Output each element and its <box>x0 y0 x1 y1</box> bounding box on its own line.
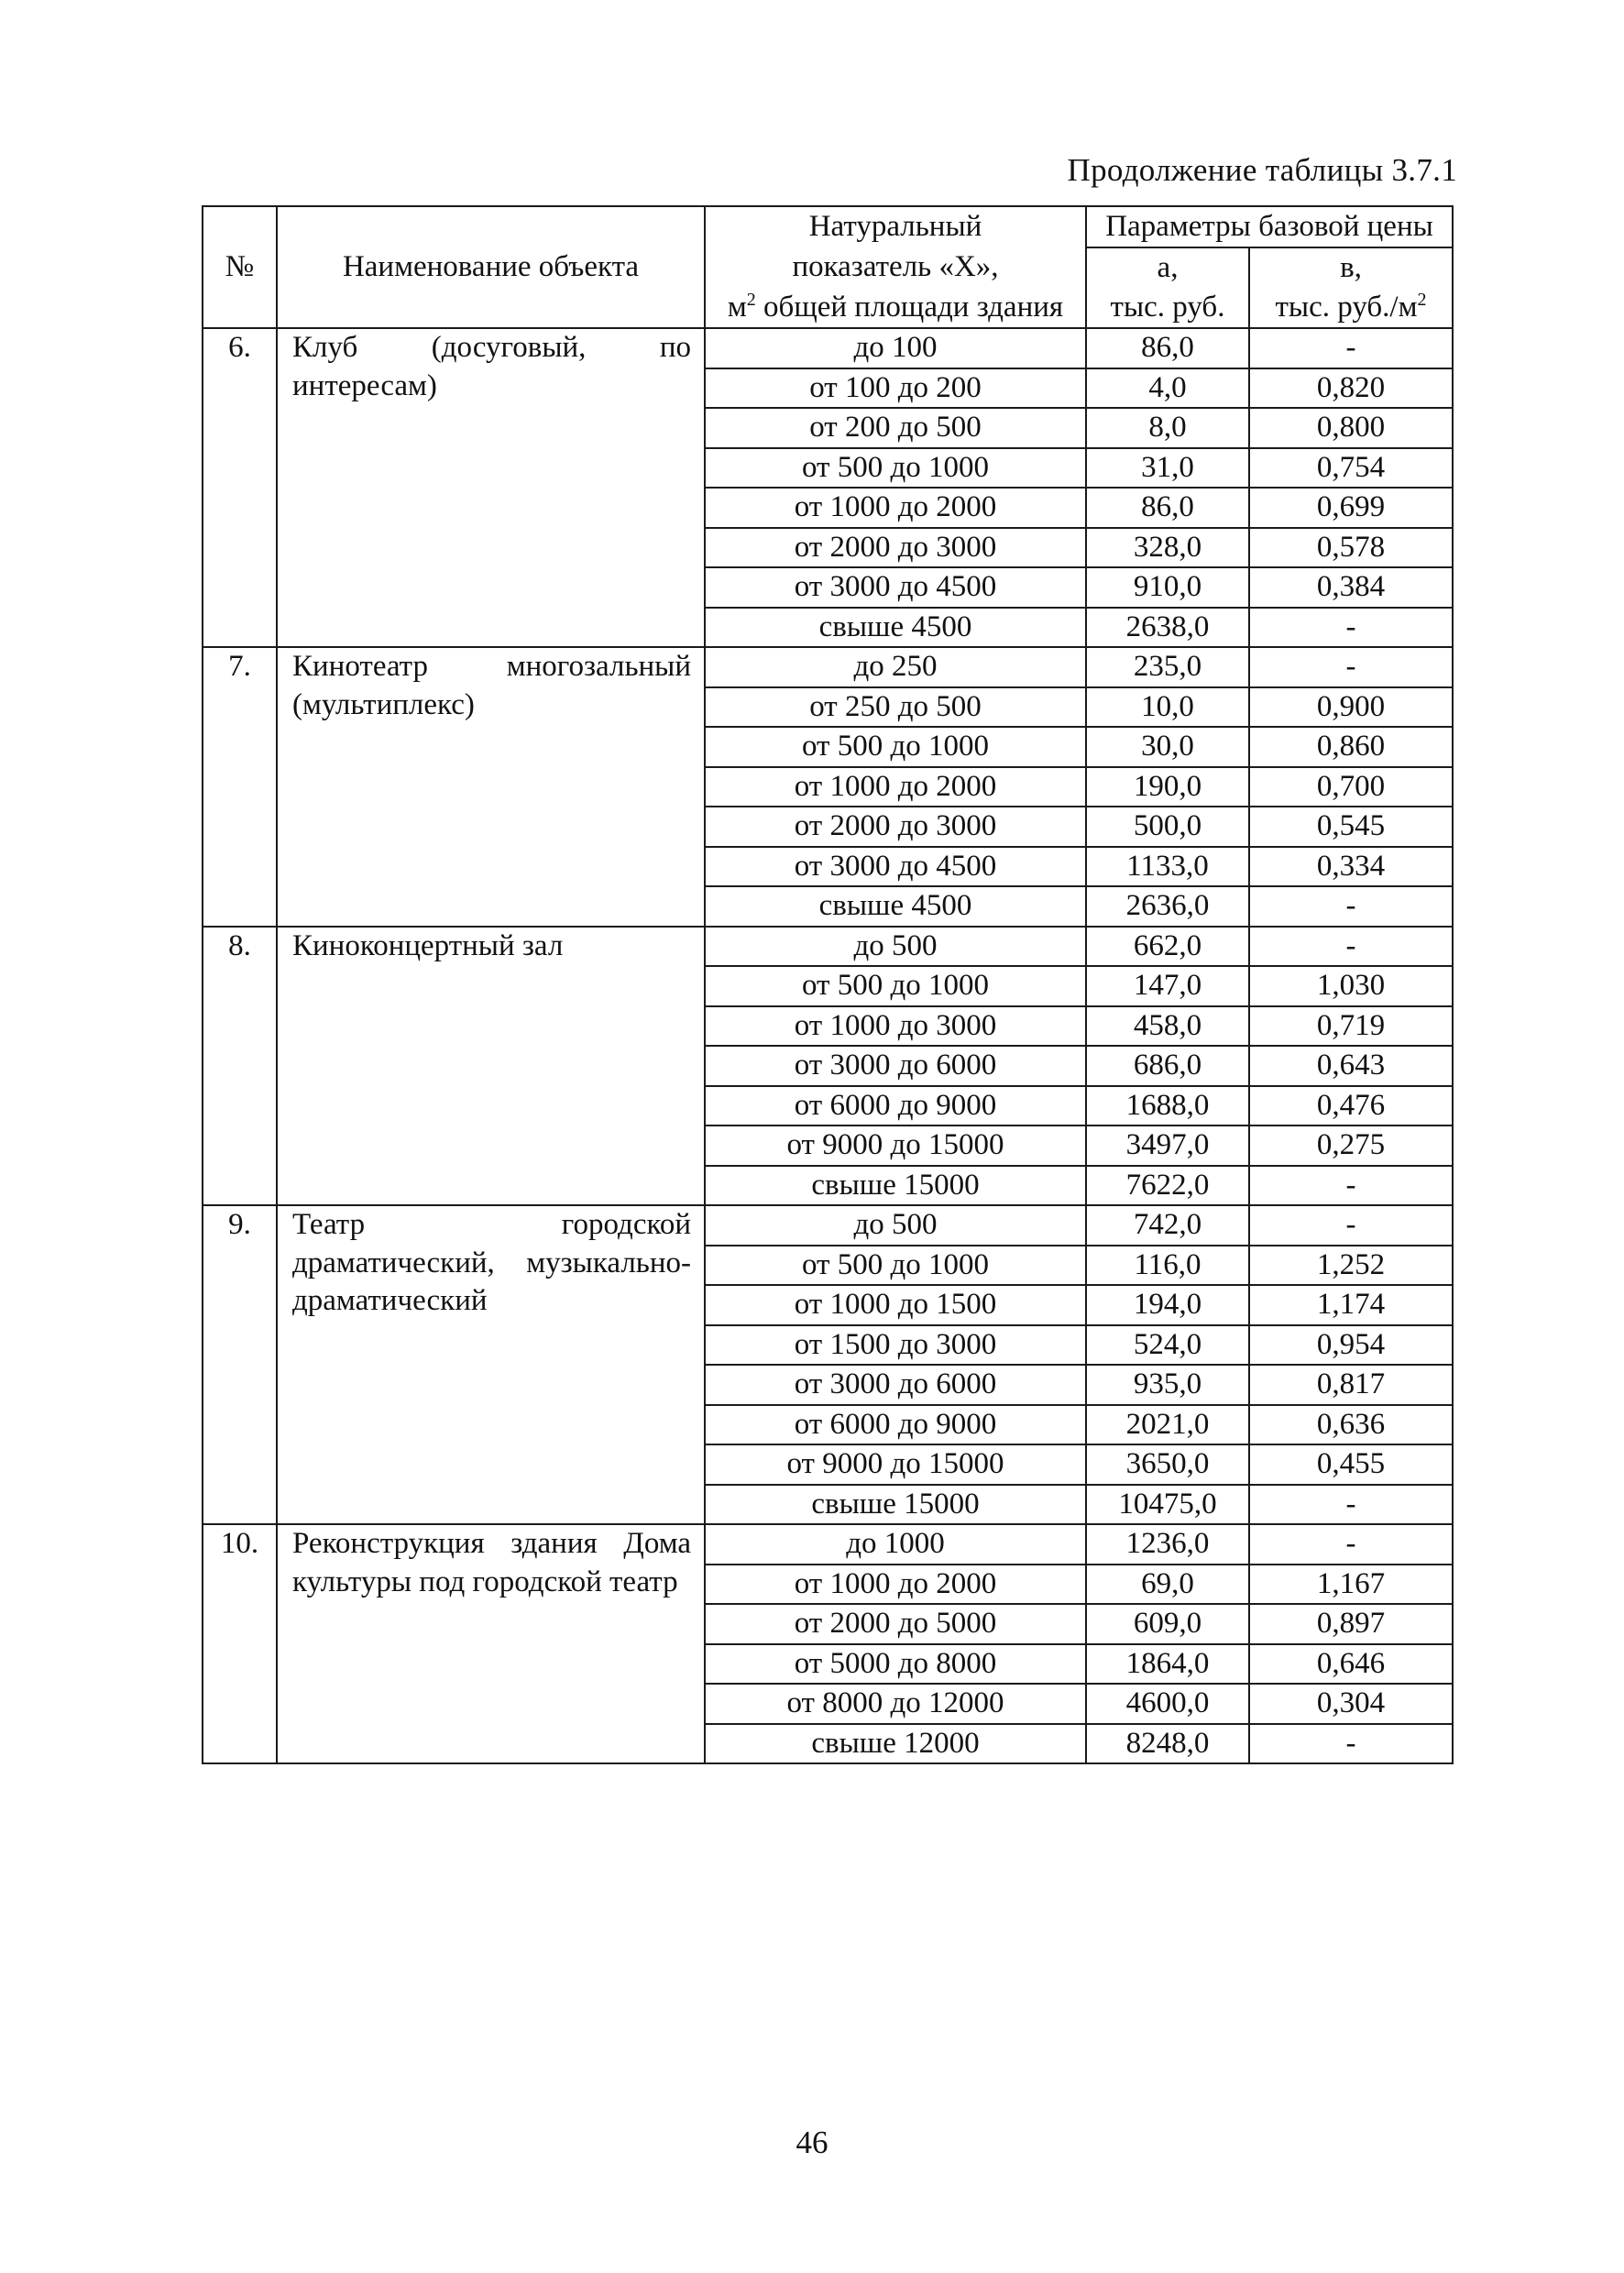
object-name: Кинотеатр многозальный (мультиплекс) <box>277 647 705 927</box>
header-natural-line3 <box>705 288 1086 328</box>
natural-range-cell: свыше 4500 <box>705 608 1086 648</box>
natural-range-cell: от 100 до 200 <box>705 368 1086 409</box>
param-a-cell: 190,0 <box>1086 767 1249 807</box>
table-row <box>203 927 1453 967</box>
param-a-cell: 86,0 <box>1086 328 1249 368</box>
header-natural-line1: Натуральный <box>705 206 1086 247</box>
param-a-cell: 1236,0 <box>1086 1524 1249 1565</box>
table-row <box>203 1524 1453 1565</box>
param-b-cell: - <box>1249 328 1453 368</box>
param-a-cell: 1864,0 <box>1086 1644 1249 1685</box>
natural-range-cell: от 1500 до 3000 <box>705 1325 1086 1366</box>
param-a-cell: 147,0 <box>1086 966 1249 1006</box>
param-b-cell: 0,700 <box>1249 767 1453 807</box>
param-b-cell: 0,545 <box>1249 807 1453 847</box>
natural-range-cell: до 500 <box>705 1205 1086 1246</box>
param-b-cell: 1,167 <box>1249 1565 1453 1605</box>
natural-range-cell: от 500 до 1000 <box>705 966 1086 1006</box>
natural-range-cell: от 2000 до 5000 <box>705 1604 1086 1644</box>
header-name: Наименование объекта <box>277 206 705 328</box>
param-b-cell: 0,719 <box>1249 1006 1453 1047</box>
natural-range-cell: от 1000 до 2000 <box>705 767 1086 807</box>
param-a-cell: 458,0 <box>1086 1006 1249 1047</box>
row-number: 10. <box>203 1524 277 1763</box>
param-b-cell: 0,643 <box>1249 1046 1453 1086</box>
table-header <box>203 206 1453 328</box>
param-b-cell: 1,030 <box>1249 966 1453 1006</box>
natural-range-cell: от 2000 до 3000 <box>705 528 1086 568</box>
param-b-cell: 0,820 <box>1249 368 1453 409</box>
param-a-cell: 742,0 <box>1086 1205 1249 1246</box>
param-a-cell: 609,0 <box>1086 1604 1249 1644</box>
natural-range-cell: от 200 до 500 <box>705 408 1086 448</box>
param-b-cell: 0,754 <box>1249 448 1453 489</box>
param-b-cell: 1,252 <box>1249 1246 1453 1286</box>
header-b-sup: 2 <box>1417 290 1427 311</box>
param-a-cell: 910,0 <box>1086 567 1249 608</box>
table-caption: Продолжение таблицы 3.7.1 <box>1067 152 1457 188</box>
natural-range-cell: от 2000 до 3000 <box>705 807 1086 847</box>
param-a-cell: 8248,0 <box>1086 1724 1249 1764</box>
object-name: Клуб (досуговый, по интересам) <box>277 328 705 647</box>
object-name: Театр городской драматический, музыкально-драматический <box>277 1205 705 1524</box>
param-b-cell: 0,334 <box>1249 847 1453 887</box>
param-a-cell: 2021,0 <box>1086 1405 1249 1445</box>
param-b-cell: - <box>1249 647 1453 687</box>
param-b-cell: 0,900 <box>1249 687 1453 728</box>
price-table <box>202 205 1454 1764</box>
param-b-cell: 0,897 <box>1249 1604 1453 1644</box>
param-b-cell: 0,800 <box>1249 408 1453 448</box>
natural-range-cell: до 100 <box>705 328 1086 368</box>
param-b-cell: 1,174 <box>1249 1285 1453 1325</box>
natural-range-cell: до 1000 <box>705 1524 1086 1565</box>
natural-range-cell: от 3000 до 6000 <box>705 1365 1086 1405</box>
param-a-cell: 194,0 <box>1086 1285 1249 1325</box>
param-b-cell: - <box>1249 1524 1453 1565</box>
header-a-line2: тыс. руб. <box>1086 288 1249 328</box>
param-a-cell: 935,0 <box>1086 1365 1249 1405</box>
header-b-line2 <box>1249 288 1453 328</box>
header-a-line1: а, <box>1086 247 1249 288</box>
param-a-cell: 235,0 <box>1086 647 1249 687</box>
param-a-cell: 3650,0 <box>1086 1444 1249 1485</box>
param-b-cell: 0,954 <box>1249 1325 1453 1366</box>
param-b-cell: 0,476 <box>1249 1086 1453 1126</box>
param-b-cell: - <box>1249 1205 1453 1246</box>
param-a-cell: 500,0 <box>1086 807 1249 847</box>
param-a-cell: 4600,0 <box>1086 1684 1249 1724</box>
param-a-cell: 1688,0 <box>1086 1086 1249 1126</box>
param-a-cell: 328,0 <box>1086 528 1249 568</box>
param-b-cell: 0,646 <box>1249 1644 1453 1685</box>
param-b-cell: - <box>1249 608 1453 648</box>
param-a-cell: 686,0 <box>1086 1046 1249 1086</box>
natural-range-cell: от 6000 до 9000 <box>705 1086 1086 1126</box>
param-b-cell: 0,699 <box>1249 488 1453 528</box>
natural-range-cell: от 3000 до 4500 <box>705 567 1086 608</box>
natural-range-cell: от 5000 до 8000 <box>705 1644 1086 1685</box>
param-a-cell: 31,0 <box>1086 448 1249 489</box>
param-b-cell: 0,817 <box>1249 1365 1453 1405</box>
object-name: Реконструкция здания Дома культуры под городской театр <box>277 1524 705 1763</box>
param-a-cell: 3497,0 <box>1086 1126 1249 1166</box>
param-a-cell: 86,0 <box>1086 488 1249 528</box>
param-a-cell: 7622,0 <box>1086 1166 1249 1206</box>
param-a-cell: 662,0 <box>1086 927 1249 967</box>
param-b-cell: 0,304 <box>1249 1684 1453 1724</box>
param-a-cell: 8,0 <box>1086 408 1249 448</box>
param-a-cell: 10,0 <box>1086 687 1249 728</box>
table-body <box>203 328 1453 1763</box>
param-a-cell: 2636,0 <box>1086 886 1249 927</box>
table-row <box>203 647 1453 687</box>
natural-range-cell: от 500 до 1000 <box>705 1246 1086 1286</box>
natural-range-cell: от 500 до 1000 <box>705 448 1086 489</box>
natural-range-cell: от 1000 до 3000 <box>705 1006 1086 1047</box>
natural-range-cell: от 9000 до 15000 <box>705 1126 1086 1166</box>
natural-range-cell: от 250 до 500 <box>705 687 1086 728</box>
param-a-cell: 2638,0 <box>1086 608 1249 648</box>
param-a-cell: 524,0 <box>1086 1325 1249 1366</box>
natural-range-cell: от 500 до 1000 <box>705 727 1086 767</box>
natural-range-cell: свыше 15000 <box>705 1166 1086 1206</box>
object-name: Киноконцертный зал <box>277 927 705 1206</box>
header-natural-rest: общей площади здания <box>755 291 1064 324</box>
natural-range-cell: свыше 15000 <box>705 1485 1086 1525</box>
natural-range-cell: от 3000 до 6000 <box>705 1046 1086 1086</box>
table-row <box>203 328 1453 368</box>
natural-range-cell: свыше 4500 <box>705 886 1086 927</box>
natural-range-cell: от 9000 до 15000 <box>705 1444 1086 1485</box>
header-natural-unit: м <box>727 291 747 324</box>
natural-range-cell: до 500 <box>705 927 1086 967</box>
row-number: 9. <box>203 1205 277 1524</box>
header-b-line1: в, <box>1249 247 1453 288</box>
param-a-cell: 116,0 <box>1086 1246 1249 1286</box>
natural-range-cell: от 6000 до 9000 <box>705 1405 1086 1445</box>
param-b-cell: - <box>1249 1166 1453 1206</box>
param-b-cell: - <box>1249 1485 1453 1525</box>
param-b-cell: 0,578 <box>1249 528 1453 568</box>
page-number: 46 <box>796 2125 828 2160</box>
row-number: 7. <box>203 647 277 927</box>
natural-range-cell: свыше 12000 <box>705 1724 1086 1764</box>
header-num: № <box>203 206 277 328</box>
param-b-cell: - <box>1249 927 1453 967</box>
param-b-cell: 0,636 <box>1249 1405 1453 1445</box>
param-a-cell: 30,0 <box>1086 727 1249 767</box>
header-natural-line2: показатель «X», <box>705 247 1086 288</box>
param-b-cell: 0,384 <box>1249 567 1453 608</box>
param-a-cell: 10475,0 <box>1086 1485 1249 1525</box>
natural-range-cell: от 3000 до 4500 <box>705 847 1086 887</box>
param-b-cell: 0,455 <box>1249 1444 1453 1485</box>
row-number: 6. <box>203 328 277 647</box>
header-b-unit: тыс. руб./м <box>1275 291 1418 324</box>
header-params: Параметры базовой цены <box>1086 206 1453 247</box>
natural-range-cell: от 8000 до 12000 <box>705 1684 1086 1724</box>
natural-range-cell: от 1000 до 2000 <box>705 1565 1086 1605</box>
natural-range-cell: от 1000 до 1500 <box>705 1285 1086 1325</box>
param-b-cell: - <box>1249 1724 1453 1764</box>
param-a-cell: 69,0 <box>1086 1565 1249 1605</box>
param-a-cell: 1133,0 <box>1086 847 1249 887</box>
natural-range-cell: до 250 <box>705 647 1086 687</box>
param-b-cell: 0,860 <box>1249 727 1453 767</box>
param-b-cell: - <box>1249 886 1453 927</box>
param-b-cell: 0,275 <box>1249 1126 1453 1166</box>
param-a-cell: 4,0 <box>1086 368 1249 409</box>
header-natural-sup: 2 <box>746 290 756 311</box>
table-row <box>203 1205 1453 1246</box>
natural-range-cell: от 1000 до 2000 <box>705 488 1086 528</box>
row-number: 8. <box>203 927 277 1206</box>
